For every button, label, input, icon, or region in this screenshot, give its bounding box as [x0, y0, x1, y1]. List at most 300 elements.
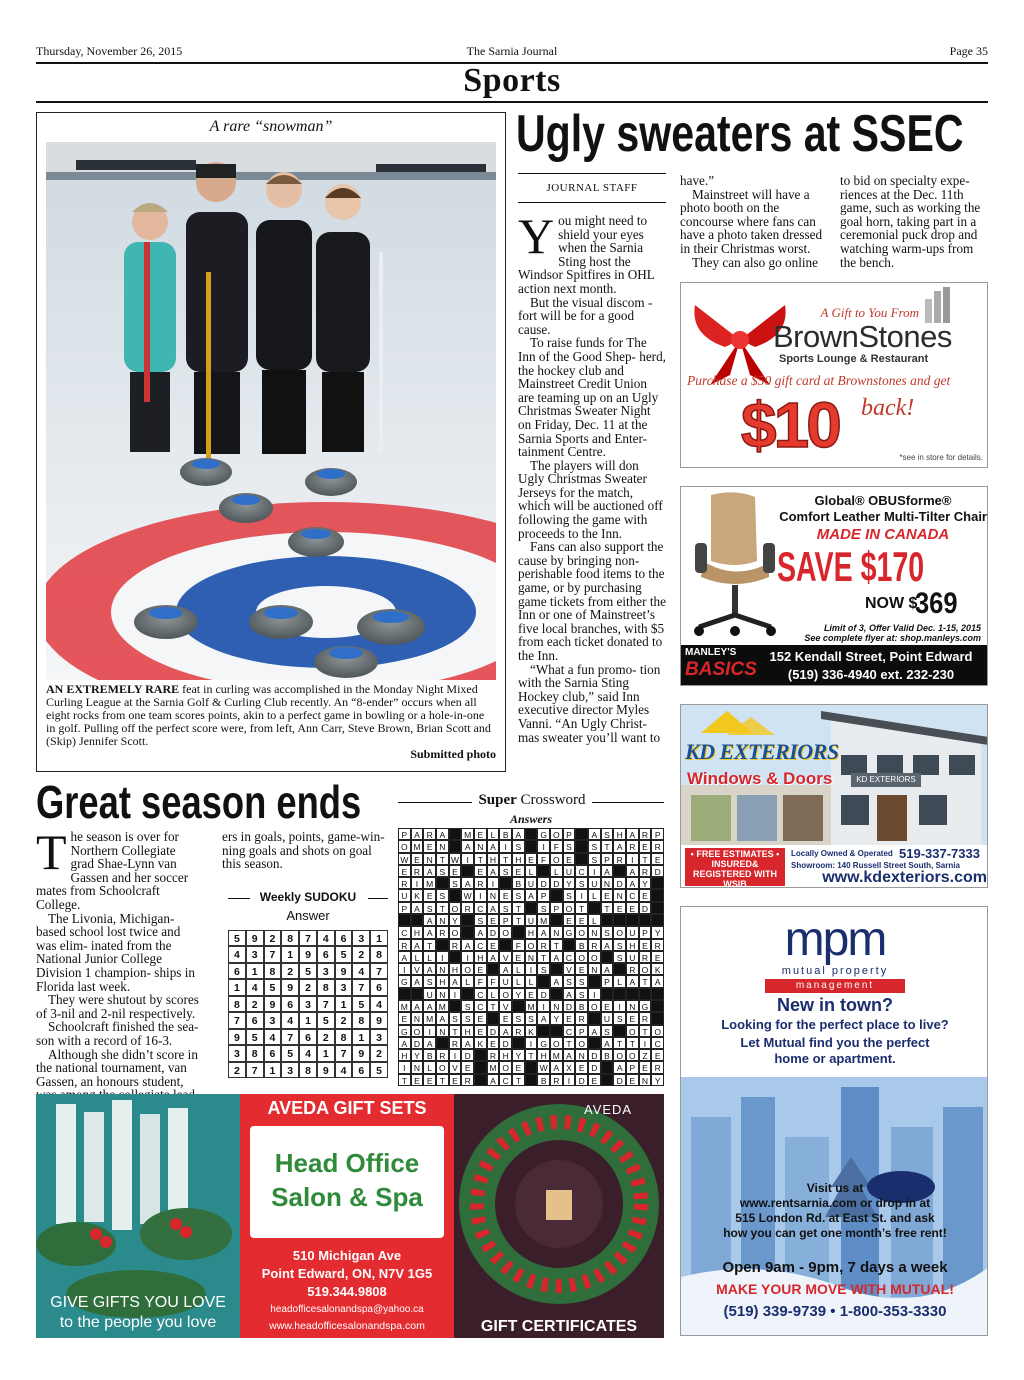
sudoku-cell: 5: [370, 1062, 388, 1078]
sudoku-cell: 9: [281, 979, 299, 995]
crossword-cell: E: [563, 853, 576, 865]
crossword-black-cell: [613, 865, 626, 877]
crossword-cell: T: [601, 902, 614, 914]
crossword-cell: U: [626, 951, 639, 963]
crossword-cell: S: [499, 865, 512, 877]
crossword-cell: Y: [651, 926, 664, 938]
sudoku-cell: 9: [299, 946, 317, 962]
mpm-visit-line: Visit us at: [806, 1181, 864, 1195]
mpm-looking: Looking for the perfect place to live?: [721, 1017, 949, 1032]
crossword-cell: T: [512, 914, 525, 926]
crossword-cell: E: [423, 1074, 436, 1086]
crossword-black-cell: [461, 914, 474, 926]
crossword-cell: Z: [639, 1049, 652, 1061]
mpm-phones: (519) 339-9739 • 1-800-353-3330: [723, 1303, 947, 1320]
sudoku-cell: 1: [228, 979, 246, 995]
crossword-cell: I: [461, 853, 474, 865]
aveda-center-panel: [240, 1094, 454, 1338]
crossword-cell: C: [563, 1025, 576, 1037]
crossword-cell: P: [563, 828, 576, 840]
crossword-cell: R: [487, 1049, 500, 1061]
crossword-black-cell: [449, 828, 462, 840]
crossword-cell: E: [626, 902, 639, 914]
sweaters-paragraph: have.”: [680, 173, 715, 188]
crossword-cell: D: [588, 1061, 601, 1073]
crossword-cell: K: [411, 889, 424, 901]
season-dropcap: T: [36, 824, 67, 880]
sudoku-cell: 8: [228, 996, 246, 1012]
crossword-cell: O: [436, 1061, 449, 1073]
caption-body: feat in curling was accomplished in the Monday Night Mixed Curling League at the Sarnia Golf & Curling Club recently. An “8-ender” occurs when all eight rocks from one team scores points, akin to a perfect game in bowling or a hole-in-one in golf. Pulling off the perfect score were, from left, Ann Carr, Steve Brown, Brian Scott and (Skip) Jennifer Scott.: [46, 682, 491, 748]
crossword-cell: T: [639, 1025, 652, 1037]
crossword-cell: D: [575, 1074, 588, 1086]
crossword-black-cell: [575, 853, 588, 865]
crossword-cell: T: [525, 1049, 538, 1061]
crossword-cell: A: [449, 975, 462, 987]
crossword-cell: O: [575, 1037, 588, 1049]
kd-website[interactable]: www.kdexteriors.com: [822, 869, 987, 886]
crossword-cell: O: [411, 1025, 424, 1037]
sweaters-paragraph: To raise funds for The Inn of the Good Shep- herd, the hockey club and Mainstreet Credit Union are teaming up on an Ugly Christmas Sweater Night on Friday, Dec. 11 at the Sarnia Sports and Enter- tainment Centre.: [518, 335, 666, 460]
crossword-cell: A: [626, 828, 639, 840]
crossword-cell: R: [398, 939, 411, 951]
crossword-cell: S: [613, 939, 626, 951]
crossword-black-cell: [474, 1074, 487, 1086]
crossword-cell: N: [436, 988, 449, 1000]
crossword-cell: Y: [651, 1074, 664, 1086]
crossword-black-cell: [550, 914, 563, 926]
crossword-cell: E: [639, 1061, 652, 1073]
crossword-black-cell: [461, 926, 474, 938]
crossword-title: [472, 792, 592, 809]
crossword-cell: X: [563, 1061, 576, 1073]
page-number: Page 35: [949, 44, 988, 58]
crossword-cell: A: [487, 951, 500, 963]
manleys-logo-bottom: BASICS: [685, 659, 757, 680]
crossword-cell: T: [639, 975, 652, 987]
crossword-cell: T: [398, 1074, 411, 1086]
crossword-cell: N: [411, 1061, 424, 1073]
crossword-cell: A: [461, 840, 474, 852]
crossword-cell: E: [499, 889, 512, 901]
aveda-brand: AVEDA: [584, 1102, 633, 1117]
crossword-cell: E: [601, 889, 614, 901]
crossword-cell: C: [474, 1000, 487, 1012]
sudoku-cell: 6: [370, 979, 388, 995]
crossword-cell: D: [487, 926, 500, 938]
sudoku-cell: 1: [246, 963, 264, 979]
sudoku-cell: 8: [335, 1029, 353, 1045]
crossword-cell: R: [626, 963, 639, 975]
crossword-cell: S: [601, 926, 614, 938]
crossword-cell: I: [398, 963, 411, 975]
crossword-black-cell: [487, 963, 500, 975]
crossword-cell: A: [411, 1000, 424, 1012]
crossword-cell: E: [575, 1061, 588, 1073]
crossword-cell: E: [474, 963, 487, 975]
crossword-cell: L: [512, 963, 525, 975]
crossword-cell: S: [525, 1012, 538, 1024]
sweaters-paragraph: They can also go online: [692, 254, 818, 270]
caption-lead: AN EXTREMELY RARE: [46, 682, 180, 696]
crossword-cell: D: [550, 877, 563, 889]
crossword-black-cell: [588, 975, 601, 987]
sudoku-cell: 3: [352, 930, 370, 946]
crossword-cell: I: [537, 1000, 550, 1012]
crossword-cell: V: [449, 1061, 462, 1073]
sudoku-cell: 4: [299, 1045, 317, 1061]
crossword-cell: L: [423, 951, 436, 963]
season-paragraph: The Livonia, Michigan-based school lost twice and was elim- inated from the National Junior College Division 1 champion- ships in Florida last week.: [36, 910, 195, 994]
sudoku-cell: 1: [299, 1012, 317, 1028]
crossword-cell: Y: [550, 1012, 563, 1024]
crossword-cell: P: [398, 828, 411, 840]
crossword-cell: O: [550, 1037, 563, 1049]
manleys-address: 152 Kendall Street, Point Edward: [769, 649, 973, 664]
sudoku-cell: 3: [299, 996, 317, 1012]
crossword-cell: B: [499, 828, 512, 840]
crossword-cell: M: [550, 1049, 563, 1061]
brownstones-offer: Purchase a $50 gift card at Brownstones and get: [687, 373, 951, 388]
crossword-black-cell: [474, 1049, 487, 1061]
crossword-black-cell: [588, 902, 601, 914]
crossword-cell: L: [411, 951, 424, 963]
crossword-cell: I: [449, 1049, 462, 1061]
crossword-cell: A: [461, 939, 474, 951]
crossword-black-cell: [499, 939, 512, 951]
crossword-cell: E: [525, 853, 538, 865]
crossword-black-cell: [537, 865, 550, 877]
crossword-cell: D: [639, 902, 652, 914]
sudoku-cell: 6: [246, 1012, 264, 1028]
manleys-logo-top: MANLEY'S: [685, 647, 737, 658]
crossword-cell: E: [474, 1012, 487, 1024]
crossword-black-cell: [398, 988, 411, 1000]
crossword-cell: I: [525, 963, 538, 975]
crossword-cell: A: [601, 1037, 614, 1049]
sudoku-rule-right: [368, 898, 388, 899]
sudoku-cell: 2: [246, 996, 264, 1012]
crossword-black-cell: [449, 1000, 462, 1012]
sudoku-title: Weekly SUDOKU: [259, 890, 357, 904]
sweaters-paragraph: The players will don Ugly Christmas Sweater Jerseys for the match, which will be auctioned off following the game with proceeds to the Inn.: [518, 457, 663, 541]
crossword-cell: A: [601, 963, 614, 975]
crossword-cell: S: [499, 902, 512, 914]
crossword-cell: A: [436, 1012, 449, 1024]
crossword-cell: S: [613, 951, 626, 963]
crossword-cell: Y: [563, 877, 576, 889]
kd-footer: [681, 845, 988, 888]
crossword-cell: N: [436, 914, 449, 926]
crossword-cell: V: [411, 963, 424, 975]
crossword-black-cell: [651, 1012, 664, 1024]
crossword-cell: N: [639, 1074, 652, 1086]
crossword-cell: A: [423, 926, 436, 938]
crossword-cell: I: [411, 877, 424, 889]
crossword-cell: T: [474, 853, 487, 865]
crossword-cell: N: [588, 926, 601, 938]
aveda-gift-sets: AVEDA GIFT SETS: [267, 1098, 427, 1118]
crossword-cell: R: [588, 939, 601, 951]
aveda-website[interactable]: www.headofficesalonandspa.com: [269, 1320, 425, 1332]
crossword-cell: O: [639, 963, 652, 975]
aveda-name1: Head Office: [274, 1148, 420, 1178]
sudoku-cell: 2: [335, 1012, 353, 1028]
crossword-cell: D: [563, 1000, 576, 1012]
crossword-cell: R: [461, 1074, 474, 1086]
crossword-black-cell: [588, 1037, 601, 1049]
crossword-cell: N: [474, 840, 487, 852]
crossword-cell: S: [601, 1025, 614, 1037]
crossword-cell: E: [512, 865, 525, 877]
crossword-cell: A: [537, 926, 550, 938]
crossword-cell: H: [487, 853, 500, 865]
crossword-cell: M: [525, 1000, 538, 1012]
crossword-cell: R: [423, 828, 436, 840]
crossword-cell: V: [499, 1000, 512, 1012]
crossword-black-cell: [601, 1074, 614, 1086]
sudoku-cell: 1: [317, 1045, 335, 1061]
mpm-logo: mpm: [784, 913, 886, 966]
crossword-cell: F: [487, 975, 500, 987]
crossword-cell: I: [449, 988, 462, 1000]
crossword-cell: A: [601, 865, 614, 877]
crossword-cell: A: [423, 914, 436, 926]
crossword-black-cell: [613, 963, 626, 975]
crossword-cell: T: [575, 902, 588, 914]
manleys-limit: Limit of 3, Offer Valid Dec. 1-15, 2015: [823, 623, 981, 633]
crossword-cell: N: [436, 963, 449, 975]
page-header: [36, 44, 988, 60]
crossword-black-cell: [575, 840, 588, 852]
kd-exteriors-ad: [680, 704, 988, 888]
crossword-black-cell: [639, 914, 652, 926]
crossword-cell: Y: [639, 877, 652, 889]
sweaters-paragraph: Fans can also support the cause by bringing non-perishable food items to the game, or by purchasing game tickets from either the Inn or one of Mainstreet’s five local branches, with $5 from each ticket donated to the Inn.: [518, 539, 666, 663]
crossword-black-cell: [474, 1061, 487, 1073]
crossword-cell: G: [398, 975, 411, 987]
sudoku-cell: 5: [228, 930, 246, 946]
crossword-cell: E: [411, 853, 424, 865]
crossword-black-cell: [651, 902, 664, 914]
crossword-cell: O: [613, 1049, 626, 1061]
sudoku-cell: 4: [281, 1012, 299, 1028]
curling-photo: [46, 142, 496, 680]
crossword-cell: H: [461, 1025, 474, 1037]
kd-phone: 519-337-7333: [899, 846, 980, 861]
crossword-cell: A: [626, 877, 639, 889]
crossword-cell: T: [639, 853, 652, 865]
crossword-black-cell: [436, 877, 449, 889]
crossword-cell: E: [626, 1074, 639, 1086]
sweaters-dropcap: Y: [518, 208, 555, 264]
crossword-cell: O: [575, 926, 588, 938]
sudoku-cell: 5: [246, 1029, 264, 1045]
crossword-black-cell: [550, 1025, 563, 1037]
crossword-cell: E: [487, 939, 500, 951]
crossword-black-cell: [499, 877, 512, 889]
crossword-cell: E: [461, 1061, 474, 1073]
crossword-cell: K: [474, 1037, 487, 1049]
crossword-cell: I: [436, 951, 449, 963]
crossword-cell: R: [436, 926, 449, 938]
manleys-flyer: See complete flyer at: shop.manleys.com: [804, 633, 981, 643]
manleys-line1: Global® OBUSforme®: [814, 493, 952, 508]
crossword-cell: H: [474, 951, 487, 963]
crossword-cell: E: [563, 1012, 576, 1024]
sudoku-cell: 2: [264, 930, 282, 946]
crossword-cell: I: [588, 988, 601, 1000]
sweaters-headline: Ugly sweaters at SSEC: [516, 105, 964, 163]
crossword-cell: L: [487, 828, 500, 840]
crossword-cell: U: [525, 914, 538, 926]
crossword-cell: E: [563, 914, 576, 926]
mpm-let1: Let Mutual find you the perfect: [740, 1035, 930, 1050]
crossword-cell: S: [601, 828, 614, 840]
crossword-cell: D: [411, 1037, 424, 1049]
crossword-cell: E: [512, 1061, 525, 1073]
crossword-cell: A: [487, 1074, 500, 1086]
sudoku-cell: 3: [317, 963, 335, 979]
crossword-cell: E: [651, 951, 664, 963]
sudoku-cell: 5: [317, 1012, 335, 1028]
crossword-cell: E: [525, 988, 538, 1000]
sudoku-cell: 5: [299, 963, 317, 979]
sudoku-cell: 9: [370, 1012, 388, 1028]
season-paragraph: ers in goals, points, game-win- ning goals and shots on goal this season.: [222, 829, 385, 872]
crossword-cell: A: [474, 926, 487, 938]
crossword-cell: I: [398, 1061, 411, 1073]
sudoku-cell: 6: [352, 1062, 370, 1078]
crossword-cell: R: [461, 902, 474, 914]
crossword-cell: S: [613, 1012, 626, 1024]
crossword-black-cell: [525, 1074, 538, 1086]
crossword-cell: U: [398, 889, 411, 901]
crossword-cell: A: [499, 963, 512, 975]
crossword-cell: S: [537, 902, 550, 914]
sudoku-cell: 9: [246, 930, 264, 946]
sudoku-cell: 4: [317, 930, 335, 946]
season-column-2: [222, 830, 388, 871]
crossword-cell: R: [575, 1012, 588, 1024]
kd-estimates: • FREE ESTIMATES • INSURED& REGISTERED WITH WSIB: [685, 848, 785, 886]
mpm-hours: Open 9am - 9pm, 7 days a week: [722, 1259, 948, 1276]
crossword-cell: E: [487, 914, 500, 926]
crossword-black-cell: [512, 926, 525, 938]
sudoku-cell: 2: [352, 946, 370, 962]
kd-windows-doors: Windows & Doors: [687, 769, 833, 788]
crossword-black-cell: [525, 902, 538, 914]
sudoku-grid: [228, 930, 388, 1078]
crossword-cell: R: [639, 951, 652, 963]
crossword-cell: A: [588, 1025, 601, 1037]
crossword-cell: E: [588, 1074, 601, 1086]
crossword-cell: T: [512, 902, 525, 914]
crossword-cell: C: [563, 951, 576, 963]
crossword-cell: O: [499, 1061, 512, 1073]
crossword-cell: I: [588, 865, 601, 877]
sweaters-paragraph: But the visual discom - fort will be for a good cause.: [518, 294, 653, 337]
crossword-cell: F: [512, 939, 525, 951]
crossword-cell: N: [525, 951, 538, 963]
crossword-cell: F: [550, 840, 563, 852]
crossword-cell: L: [525, 975, 538, 987]
crossword-cell: P: [651, 828, 664, 840]
crossword-cell: H: [436, 975, 449, 987]
issue-date: Thursday, November 26, 2015: [36, 44, 183, 58]
crossword-cell: L: [423, 1061, 436, 1073]
crossword-cell: A: [423, 1000, 436, 1012]
crossword-cell: A: [588, 828, 601, 840]
crossword-cell: S: [436, 889, 449, 901]
sudoku-cell: 9: [352, 1045, 370, 1061]
crossword-cell: O: [461, 963, 474, 975]
crossword-cell: D: [461, 1049, 474, 1061]
crossword-cell: A: [626, 865, 639, 877]
crossword-black-cell: [550, 963, 563, 975]
crossword-cell: L: [613, 975, 626, 987]
crossword-cell: L: [512, 975, 525, 987]
crossword-cell: N: [550, 1000, 563, 1012]
crossword-cell: T: [487, 1000, 500, 1012]
crossword-cell: T: [563, 1037, 576, 1049]
crossword-black-cell: [525, 1061, 538, 1073]
crossword-cell: E: [575, 963, 588, 975]
crossword-cell: S: [474, 914, 487, 926]
sudoku-cell: 6: [228, 963, 246, 979]
sudoku-cell: 7: [264, 946, 282, 962]
crossword-cell: S: [423, 902, 436, 914]
aveda-email[interactable]: headofficesalonandspa@yahoo.ca: [270, 1304, 424, 1315]
sudoku-cell: 8: [370, 946, 388, 962]
crossword-cell: B: [537, 1074, 550, 1086]
crossword-cell: U: [499, 975, 512, 987]
crossword-black-cell: [651, 1000, 664, 1012]
crossword-cell: M: [461, 828, 474, 840]
crossword-cell: T: [449, 1025, 462, 1037]
crossword-black-cell: [487, 1012, 500, 1024]
mpm-visit-line[interactable]: www.rentsarnia.com or drop in at: [739, 1196, 931, 1210]
crossword-cell: T: [436, 853, 449, 865]
sudoku-cell: 9: [335, 963, 353, 979]
sudoku-cell: 4: [335, 1062, 353, 1078]
crossword-title-bold: Super: [478, 792, 517, 808]
section-rule: [36, 101, 988, 103]
crossword-cell: S: [563, 975, 576, 987]
crossword-cell: E: [474, 828, 487, 840]
crossword-cell: R: [613, 853, 626, 865]
crossword-black-cell: [651, 877, 664, 889]
crossword-cell: A: [563, 1049, 576, 1061]
crossword-cell: T: [423, 939, 436, 951]
crossword-cell: S: [563, 889, 576, 901]
sudoku-cell: 7: [352, 979, 370, 995]
brownstones-gift-line: A Gift to You From: [820, 305, 919, 320]
crossword-black-cell: [651, 914, 664, 926]
crossword-cell: C: [474, 988, 487, 1000]
crossword-cell: B: [575, 939, 588, 951]
sudoku-cell: 2: [281, 963, 299, 979]
crossword-black-cell: [398, 914, 411, 926]
sweaters-paragraph: to bid on specialty expe- riences at the Dec. 11th game, such as working the goal horn, taking part in a ceremonial puck drop and watching warm-ups from the bench.: [840, 173, 981, 270]
crossword-black-cell: [601, 914, 614, 926]
sudoku-cell: 7: [246, 1062, 264, 1078]
mpm-visit-line: how you can get one month’s free rent!: [723, 1226, 947, 1240]
crossword-cell: L: [588, 914, 601, 926]
crossword-cell: O: [575, 951, 588, 963]
crossword-cell: B: [512, 877, 525, 889]
crossword-cell: E: [423, 840, 436, 852]
